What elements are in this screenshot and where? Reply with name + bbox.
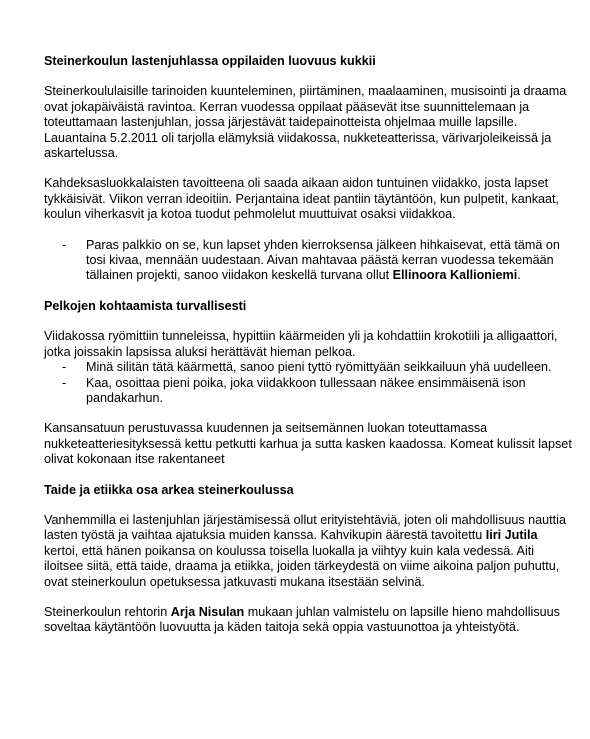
article-title: Steinerkoulun lastenjuhlassa oppilaiden luovuus kukkii [44, 54, 376, 68]
document-page [44, 54, 574, 651]
paragraph-principal [44, 605, 574, 636]
dash-bullet: - [62, 375, 67, 390]
section-heading-art-ethics: Taide ja etiikka osa arkea steinerkoulussa [44, 482, 294, 497]
quote-end: . [517, 268, 521, 283]
paragraph-fears: Viidakossa ryömittiin tunneleissa, hypittiin käärmeiden yli ja kohdattiin krokotiili ja alligaattori, jotka joissakin lapsissa aluksi herättävät hieman pelkoa. [44, 329, 558, 359]
section-heading-fears: Pelkojen kohtaamista turvallisesti [44, 298, 247, 313]
text-span: Steinerkoulun rehtorin [44, 604, 171, 619]
text-span: Vanhemmilla ei lastenjuhlan järjestämisessä ollut erityistehtäviä, joten oli mahdollisuus nauttia lasten työstä ja vaihtaa ajatuksia muiden kanssa. Kahvikupin äärestä tavoitettu [44, 512, 566, 543]
quote-person-name: Ellinoora Kallioniemi [392, 268, 518, 283]
paragraph-parents [44, 513, 574, 590]
paragraph-intro: Steinerkoululaisille tarinoiden kuunteleminen, piirtäminen, maalaaminen, musisointi ja draama ovat jokapäiväistä ravintoa. Kerran vuodessa oppilaat pääsevät itse suunnittelemaan ja toteuttamaan lastenjuhlan, jossa järjestävät taidepainotteista ohjelmaa muille lapsille. Lauantaina 5.2.2011 oli tarjolla elämyksiä viidakossa, nukketeatterissa, värivarjoleikeissä ja askartelussa. [44, 84, 567, 161]
paragraph-puppet-theatre: Kansansatuun perustuvassa kuudennen ja seitsemännen luokan toteuttamassa nukketeatteriesityksessä kettu petkutti karhua ja sutta kasken kaadossa. Komeat kulissit lapset olivat kokonaan itse rakentaneet [44, 421, 572, 467]
quote-text: Paras palkkio on se, kun lapset yhden kierroksensa jälkeen hihkaisevat, että tämä on tosi kivaa, mennään uudestaan. Aivan mahtavaa päästä kerran vuodessa tekemään tällainen projekti, sanoo viidakon keskellä turvana ollut [86, 237, 560, 283]
person-name: Iiri Jutila [485, 528, 538, 543]
quote-text: Kaa, osoittaa pieni poika, joka viidakkoon tullessaan näkee ensimmäisenä ison pandakarhun. [86, 375, 526, 405]
dash-bullet: - [62, 360, 67, 375]
quote-list-2 [44, 360, 574, 406]
quote-text: Minä silitän tätä käärmettä, sanoo pieni tyttö ryömittyään seikkailuun yhä uudelleen. [86, 360, 552, 375]
dash-bullet: - [62, 237, 67, 252]
text-span: mukaan juhlan valmistelu on lapsille hieno mahdollisuus soveltaa käytäntöön luovuutta ja käden taitoja sekä oppia vastuunottoa ja yhteistyötä. [44, 604, 560, 635]
quote-list-1 [44, 238, 574, 284]
paragraph-jungle: Kahdeksasluokkalaisten tavoitteena oli saada aikaan aidon tuntuinen viidakko, josta lapset tykkäisivät. Viikon verran ideoitiin. Perjantaina ideat pantiin täytäntöön, kun pulpetit, kankaat, koulun viherkasvit ja kotoa tuodut pehmolelut muuttuivat osaksi viidakkoa. [44, 176, 560, 222]
quote-item [44, 376, 574, 407]
quote-item [44, 238, 574, 284]
quote-item [44, 360, 574, 375]
person-name: Arja Nisulan [170, 604, 245, 619]
text-span: kertoi, että hänen poikansa on koulussa toisella luokalla ja viihtyy kuin kala vedessä. Aiti iloitsee siitä, että taide, draama ja etiikka, joiden tärkeydestä on viime aikoina paljon puhuttu, ovat steinerkoulun opetuksessa jatkuvasti mukana itsestään selvinä. [44, 543, 560, 589]
